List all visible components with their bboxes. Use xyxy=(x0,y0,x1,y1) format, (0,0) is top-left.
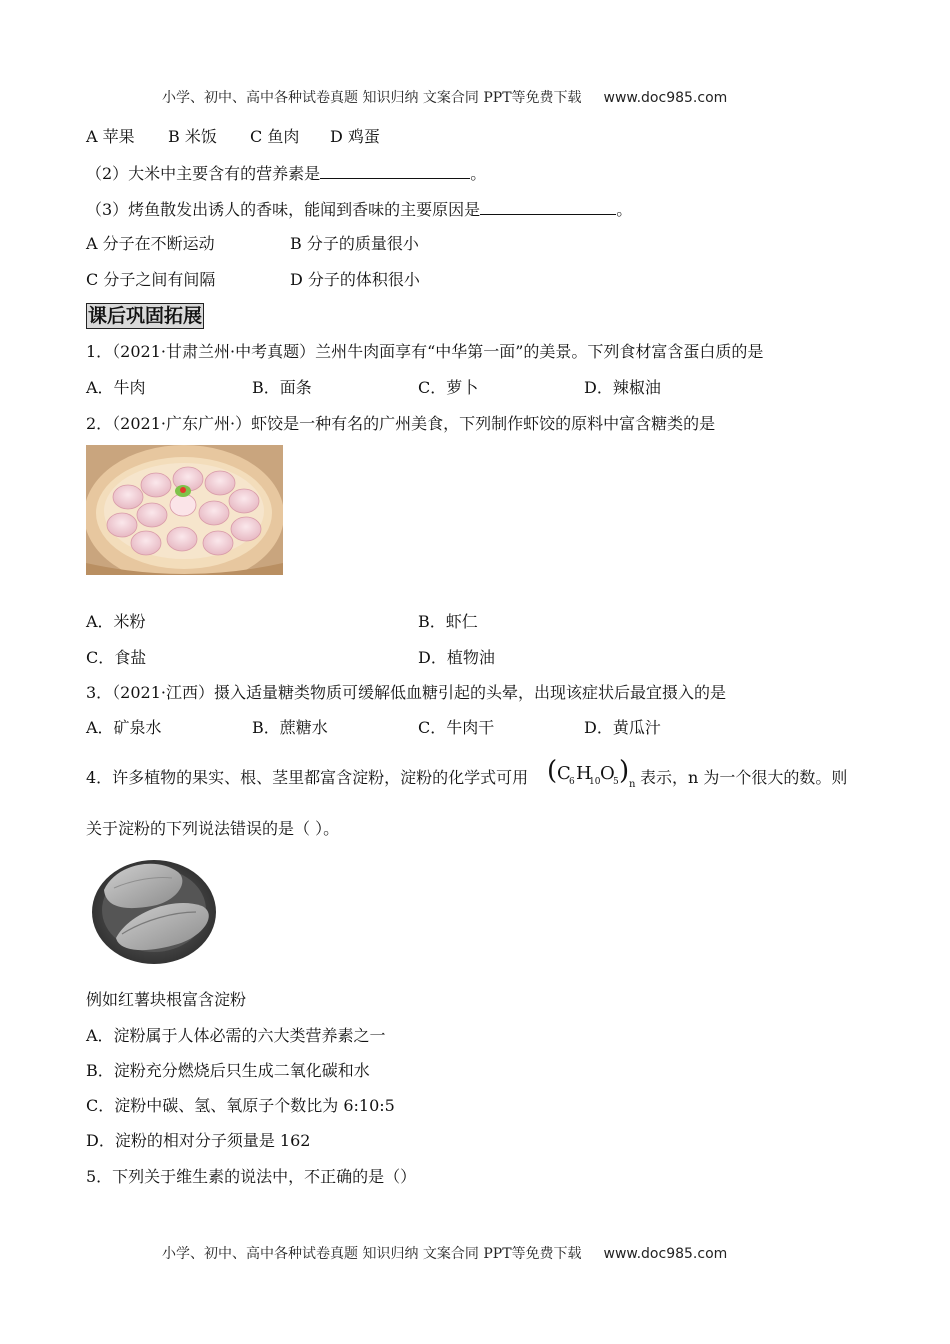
answer-blank xyxy=(480,199,616,215)
header-site: www.doc985.com xyxy=(603,90,728,106)
prev-q3-option-a: A 分子在不断运动 xyxy=(86,234,215,253)
prev-q3-text: （3）烤鱼散发出诱人的香味，能闻到香味的主要原因是 xyxy=(86,200,481,219)
formula-c-sub: 6 xyxy=(569,777,575,787)
q3-option-a: A．矿泉水 xyxy=(86,718,162,737)
prev-q3-end: 。 xyxy=(616,200,633,219)
sweet-potato-image xyxy=(86,850,222,966)
prev-q3-option-b: B 分子的质量很小 xyxy=(290,234,419,253)
prev-q1-option-d: D 鸡蛋 xyxy=(330,127,380,146)
q2-option-d: D．植物油 xyxy=(418,648,495,667)
prev-q3-option-c: C 分子之间有间隔 xyxy=(86,270,216,289)
page-header xyxy=(162,88,727,108)
prev-q2-text: （2）大米中主要含有的营养素是 xyxy=(86,164,321,183)
q4-option-d: D．淀粉的相对分子须量是 162 xyxy=(86,1131,311,1150)
prev-q2-end: 。 xyxy=(470,164,487,183)
section-title: 课后巩固拓展 xyxy=(87,305,202,327)
q1-option-c: C．萝卜 xyxy=(418,378,479,397)
q4-option-c: C．淀粉中碳、氢、氧原子个数比为 6:10:5 xyxy=(86,1096,395,1115)
q4-caption: 例如红薯块根富含淀粉 xyxy=(86,990,247,1009)
q1-option-a: A．牛肉 xyxy=(86,378,146,397)
formula-o: O xyxy=(600,763,615,784)
prev-q1-option-b: B 米饭 xyxy=(168,127,217,146)
q5-stem: 5．下列关于维生素的说法中，不正确的是（） xyxy=(86,1167,417,1186)
answer-blank xyxy=(320,163,470,179)
q4-stem-a: 4．许多植物的果实、根、茎里都富含淀粉，淀粉的化学式可用 xyxy=(86,768,529,787)
footer-site: www.doc985.com xyxy=(603,1246,728,1262)
q1-stem: 1．（2021·甘肃兰州·中考真题）兰州牛肉面享有“中华第一面”的美景。下列食材富含蛋白质的是 xyxy=(86,342,764,361)
prev-q1-option-a: A 苹果 xyxy=(86,127,135,146)
q2-option-a: A．米粉 xyxy=(86,612,146,631)
page-footer xyxy=(162,1244,727,1264)
svg-text:(: ( xyxy=(547,757,558,786)
prev-q1-option-c: C 鱼肉 xyxy=(250,127,300,146)
prev-q3 xyxy=(86,199,632,220)
q2-option-c: C．食盐 xyxy=(86,648,147,667)
q4-stem-b: 表示，n 为一个很大的数。则 xyxy=(640,768,848,787)
formula-h: H xyxy=(576,763,592,784)
prev-q3-option-d: D 分子的体积很小 xyxy=(290,270,420,289)
formula-c: C xyxy=(557,763,571,784)
footer-text: 小学、初中、高中各种试卷真题 知识归纳 文案合同 PPT等免费下载 xyxy=(162,1246,582,1262)
header-text: 小学、初中、高中各种试卷真题 知识归纳 文案合同 PPT等免费下载 xyxy=(162,90,582,106)
q4-stem-c: 关于淀粉的下列说法错误的是（ ）。 xyxy=(86,819,340,838)
prev-q2 xyxy=(86,163,486,184)
q3-option-c: C．牛肉干 xyxy=(418,718,495,737)
q2-stem: 2．（2021·广东广州·）虾饺是一种有名的广州美食，下列制作虾饺的原料中富含糖类的是 xyxy=(86,414,716,433)
q3-option-b: B．蔗糖水 xyxy=(252,718,328,737)
formula-o-sub: 5 xyxy=(613,777,619,787)
q1-option-d: D．辣椒油 xyxy=(584,378,661,397)
q3-stem: 3．（2021·江西）摄入适量糖类物质可缓解低血糖引起的头晕，出现该症状后最宜摄入的是 xyxy=(86,683,726,702)
formula-h-sub: 10 xyxy=(589,777,601,787)
q1-option-b: B．面条 xyxy=(252,378,312,397)
svg-text:): ) xyxy=(619,757,630,786)
q4-option-b: B．淀粉充分燃烧后只生成二氧化碳和水 xyxy=(86,1061,370,1080)
shrimp-dumplings-image xyxy=(86,445,283,575)
q3-option-d: D．黄瓜汁 xyxy=(584,718,661,737)
q4-option-a: A．淀粉属于人体必需的六大类营养素之一 xyxy=(86,1026,386,1045)
q2-option-b: B．虾仁 xyxy=(418,612,478,631)
formula-n: n xyxy=(629,779,636,790)
starch-formula xyxy=(547,757,637,791)
